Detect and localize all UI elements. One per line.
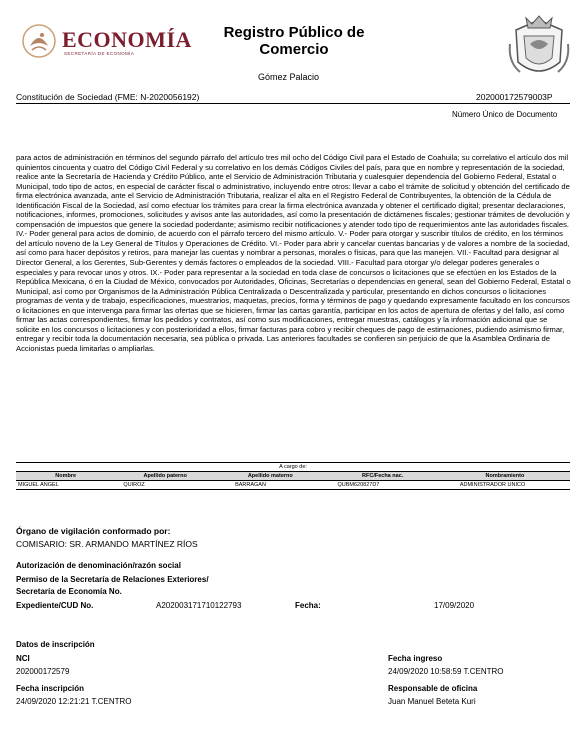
cell-apellido-materno: BARRAGAN [215,481,325,490]
cell-rfc: QUBM620827D7 [325,481,439,490]
constitution-label: Constitución de Sociedad (FME: N-2020056192) [16,92,200,102]
table-caption: A cargo de: [16,463,570,472]
officers-table [16,462,570,490]
fecha-label: Fecha: [295,601,321,610]
cell-apellido-paterno: QUIROZ [115,481,215,490]
eagle-emblem-icon [20,22,58,60]
expediente-label: Expediente/CUD No. [16,601,94,610]
fecha-ingreso-label: Fecha ingreso [388,654,443,663]
fecha-ingreso-value: 24/09/2020 10:58:59 T.CENTRO [388,667,504,676]
document-number: 202000172579003P [476,92,553,102]
cell-nombramiento: ADMINISTRADOR UNICO [440,481,570,490]
col-header-nombramiento: Nombramiento [440,472,570,481]
col-header-rfc: RFC/Fecha nac. [325,472,439,481]
table-row [16,481,570,490]
col-header-apellido-materno: Apellido materno [215,472,325,481]
vigilancia-text: COMISARIO: SR. ARMANDO MARTÍNEZ RÍOS [16,539,198,549]
fecha-inscripcion-value: 24/09/2020 12:21:21 T.CENTRO [16,697,132,706]
responsable-label: Responsable de oficina [388,684,478,693]
responsable-value: Juan Manuel Beteta Kuri [388,697,476,706]
table-header-row [16,472,570,481]
title-line-1: Registro Público de [223,24,365,41]
logo-subtitle: SECRETARÍA DE ECONOMÍA [64,51,135,56]
autorizacion-title: Autorización de denominación/razón social [16,561,181,570]
cell-nombre: MIGUEL ANGEL [16,481,115,490]
nci-value: 202000172579 [16,667,70,676]
nci-label: NCI [16,654,30,663]
fecha-value: 17/09/2020 [434,601,475,610]
vigilancia-title: Órgano de vigilación conformado por: [16,526,171,536]
permiso-line-2: Secretaría de Economía No. [16,587,122,596]
page-title [210,24,378,58]
title-line-2: Comercio [259,41,329,58]
document-number-label: Número Único de Documento [452,110,558,119]
powers-paragraph: para actos de administración en términos del segundo párrafo del artículo tres mil ocho del Código Civil para el Estado de Coahuila; su correlativo el artículo dos mil quinientos cincuenta y cuatro del Código Civil Federal y su correlativo en los demás Códigos Civiles del país, para que en nombre y representación de la sociedad, realice ante la Secretaría de Hacienda y Crédito Público, ante el Servicio de Administración Tributaria y cualesquier dependencia del Gobierno Federal, Estatal o Municipal, todo tipo de actos, en especial de carácter fiscal o administrativo, incluyendo entre otros: llevar a cabo el trámite de solicitud y obtención del certificado de firma electrónica avanzada, ante el Servicio de Administración Tributaria, realizar el alta en el Registro Federal de Contribuyentes, la obtención de la Cédula de Identificación Fiscal de la Sociedad, así como efectuar los trámites para crear la firma electrónica avanzada y obtener el certificado digital; presentar declaraciones, notificaciones, informes, promociones, solicitudes y avisos ante las autoridades, así como la presentación de dictámenes fiscales; gestionar trámites de devolución y compensación de impuestos que genere la sociedad poderdante; asimismo recibir notificaciones y atender todo tipo de requerimientos ante las autoridades fiscales. IV.- Poder general para actos de dominio, de acuerdo con el párrafo tercero del mismo artículo. V.- Poder para otorgar y suscribir títulos de crédito, en los términos del artículo noveno de la Ley General de Títulos y Operaciones de Crédito. VI.- Poder para abrir y cancelar cuentas bancarias y de valores a nombre de la sociedad, así como para hacer depósitos y retiros, para manejar las cuentas y nombrar a personas, morales o físicas, para que las manejen. VII.- Facultad para designar al Director General, a los Gerentes, Sub-Gerentes y demás factores o empleados de la sociedad. VIII.- Facultad para otorgar y/o delegar poderes generales o especiales y para revocar unos y otros. IX.- Poder para representar a la sociedad en toda clase de concursos o licitaciones que se efectúen en los Estados de la República Mexicana, ó en la Ciudad de México, convocados por Autoridades, Oficinas, Secretarías o dependencias en general, sean del Gobierno Federal, Estatal o Municipal, así como por Organismos de la Administración Pública Centralizada o Descentralizada y particular, presentando en dichos concursos o licitaciones programas de venta y de trabajo, especificaciones, muestrarios, maquetas, precios, forma y términos de pago y quedando expresamente facultado en los concursos o licitaciones en que intervenga para firmar las ofertas que se hicieren, firmar las cartas garantía, participar en los actos de apertura de ofertas y del fallo, así como firmar las actas correspondientes, firmar los pedidos y contratos, así como sus modificaciones, entregar muestras, catálogos y la información adicional que se solicite en los concursos o licitaciones y con posterioridad a ellos, firmar facturas para cobro y recibir cheques de pago de estimaciones, pudiendo asimismo firmar, entregar y recibir toda la documentación necesaria, sea pública o privada. Las anteriores facultades se confieren sin perjuicio de que la Asamblea Ordinaria de Accionistas pueda limitarlas o ampliarlas. [16,153,571,353]
header-divider [16,103,570,104]
state-seal-icon [506,14,572,84]
col-header-nombre: Nombre [16,472,115,481]
fecha-inscripcion-label: Fecha inscripción [16,684,85,693]
col-header-apellido-paterno: Apellido paterno [115,472,215,481]
office-location: Gómez Palacio [258,72,320,82]
logo-text: ECONOMÍA [62,27,192,52]
table-caption-row [16,463,570,472]
inscripcion-title: Datos de inscripción [16,640,95,649]
expediente-value: A202003171710122793 [156,601,242,610]
permiso-line-1: Permiso de la Secretaría de Relaciones Exteriores/ [16,575,209,584]
